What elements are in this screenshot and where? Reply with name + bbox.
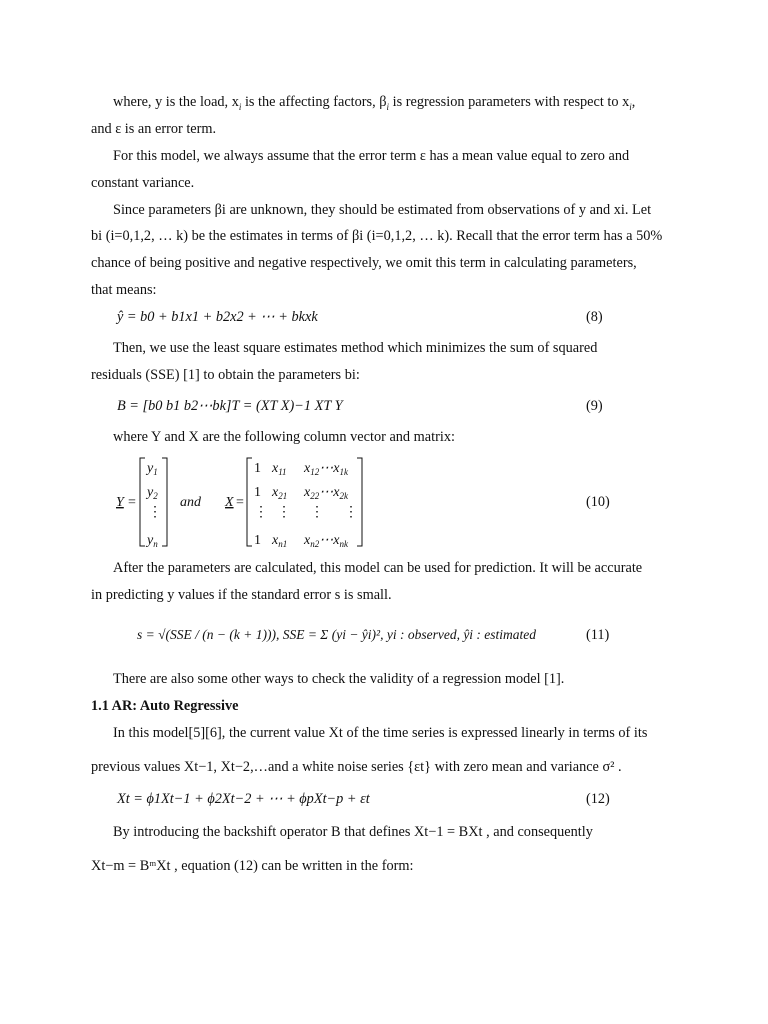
paragraph-fifty-percent: chance of being positive and negative respectively, we omit this term in calculating parameters, <box>91 255 637 271</box>
svg-text:x22⋯x2k: $x_{22}\cdots x_{2k}$ <box>304 485 348 501</box>
paragraph-previous-values: previous values Xt−1, Xt−2,…and a white noise series {εt} with zero mean and variance σ² . <box>91 759 622 775</box>
equation-9-number: (9) <box>586 398 603 414</box>
svg-text:x12⋯x1k: $x_{12}\cdots x_{1k}$ <box>304 461 348 477</box>
svg-text:y2: $y_2$ <box>147 485 158 501</box>
svg-text:⋮: ⋮ <box>254 505 268 520</box>
equation-9: B = [b0 b1 b2⋯bk]T = (XT X)−1 XT Y <box>117 398 343 414</box>
svg-text:x21: $x_{21}$ <box>272 485 288 501</box>
svg-text:xn1: $x_{n1}$ <box>272 533 288 549</box>
svg-text:x11: $x_{11}$ <box>272 461 287 477</box>
paragraph-estimates: bi (i=0,1,2, … k) be the estimates in terms of βi (i=0,1,2, … k). Recall that the error term has a 50% <box>91 228 663 244</box>
paragraph-backshift: By introducing the backshift operator B that defines Xt−1 = BXt , and consequently <box>113 824 593 840</box>
paragraph-where-y-is-load: where, y is the load, $x_i$ is the affecting factors, $\beta_i$ is regression parameters with respect to $x_i$, <box>113 94 636 112</box>
paragraph-after-parameters: After the parameters are calculated, this model can be used for prediction. It will be accurate <box>113 560 643 576</box>
paragraph-that-means: that means: <box>91 282 157 298</box>
svg-text:=: = <box>128 495 136 510</box>
svg-text:y1: $y_1$ <box>147 461 158 477</box>
svg-text:1: 1 <box>254 485 261 500</box>
paragraph-parameters-unknown: Since parameters βi are unknown, they should be estimated from observations of y and xi. Let <box>113 202 652 218</box>
paragraph-ar-model: In this model[5][6], the current value Xt of the time series is expressed linearly in terms of its <box>113 725 648 741</box>
svg-text:and: and <box>180 495 201 510</box>
paragraph-error-term: and ε is an error term. <box>91 121 217 137</box>
paragraph-equation-form: Xt−m = BᵐXt , equation (12) can be written in the form: <box>91 858 414 874</box>
paragraph-constant-variance: constant variance. <box>91 175 195 191</box>
paragraph-vector-matrix: where Y and X are the following column vector and matrix: <box>113 429 455 445</box>
equation-8: ŷ = b0 + b1x1 + b2x2 + ⋯ + bkxk <box>117 309 318 325</box>
equation-11: s = √(SSE / (n − (k + 1))), SSE = Σ (yi − ŷi)², yi : observed, ŷi : estimated <box>137 627 537 642</box>
svg-text:1: 1 <box>254 533 261 548</box>
equation-11-number: (11) <box>586 627 610 643</box>
svg-text:yn: $y_n$ <box>147 533 158 549</box>
svg-text:Y: Y <box>116 495 124 510</box>
svg-text:1: 1 <box>254 461 261 476</box>
equation-12-number: (12) <box>586 791 610 807</box>
paragraph-standard-error: in predicting y values if the standard error s is small. <box>91 587 392 603</box>
equation-10-number: (10) <box>586 494 610 510</box>
paragraph-residuals: residuals (SSE) [1] to obtain the parameters bi: <box>91 367 360 383</box>
svg-text:⋮: ⋮ <box>344 505 358 520</box>
svg-text:⋮: ⋮ <box>277 505 291 520</box>
equation-12: Xt = ϕ1Xt−1 + ϕ2Xt−2 + ⋯ + ϕpXt−p + εt <box>117 791 370 807</box>
section-heading-ar: 1.1 AR: Auto Regressive <box>91 698 239 714</box>
equation-10-matrices <box>110 452 390 552</box>
svg-text:⋮: ⋮ <box>310 505 324 520</box>
svg-text:⋮: ⋮ <box>148 505 162 520</box>
svg-text:X: X <box>225 495 234 510</box>
equation-8-number: (8) <box>586 309 603 325</box>
svg-text:xn2⋯xnk: $x_{n2}\cdots x_{nk}$ <box>304 533 348 549</box>
paragraph-validity: There are also some other ways to check the validity of a regression model [1]. <box>113 671 565 687</box>
svg-text:=: = <box>236 495 244 510</box>
paragraph-least-squares: Then, we use the least square estimates method which minimizes the sum of squared <box>113 340 598 356</box>
paragraph-model-assumption: For this model, we always assume that the error term ε has a mean value equal to zero and <box>113 148 630 164</box>
